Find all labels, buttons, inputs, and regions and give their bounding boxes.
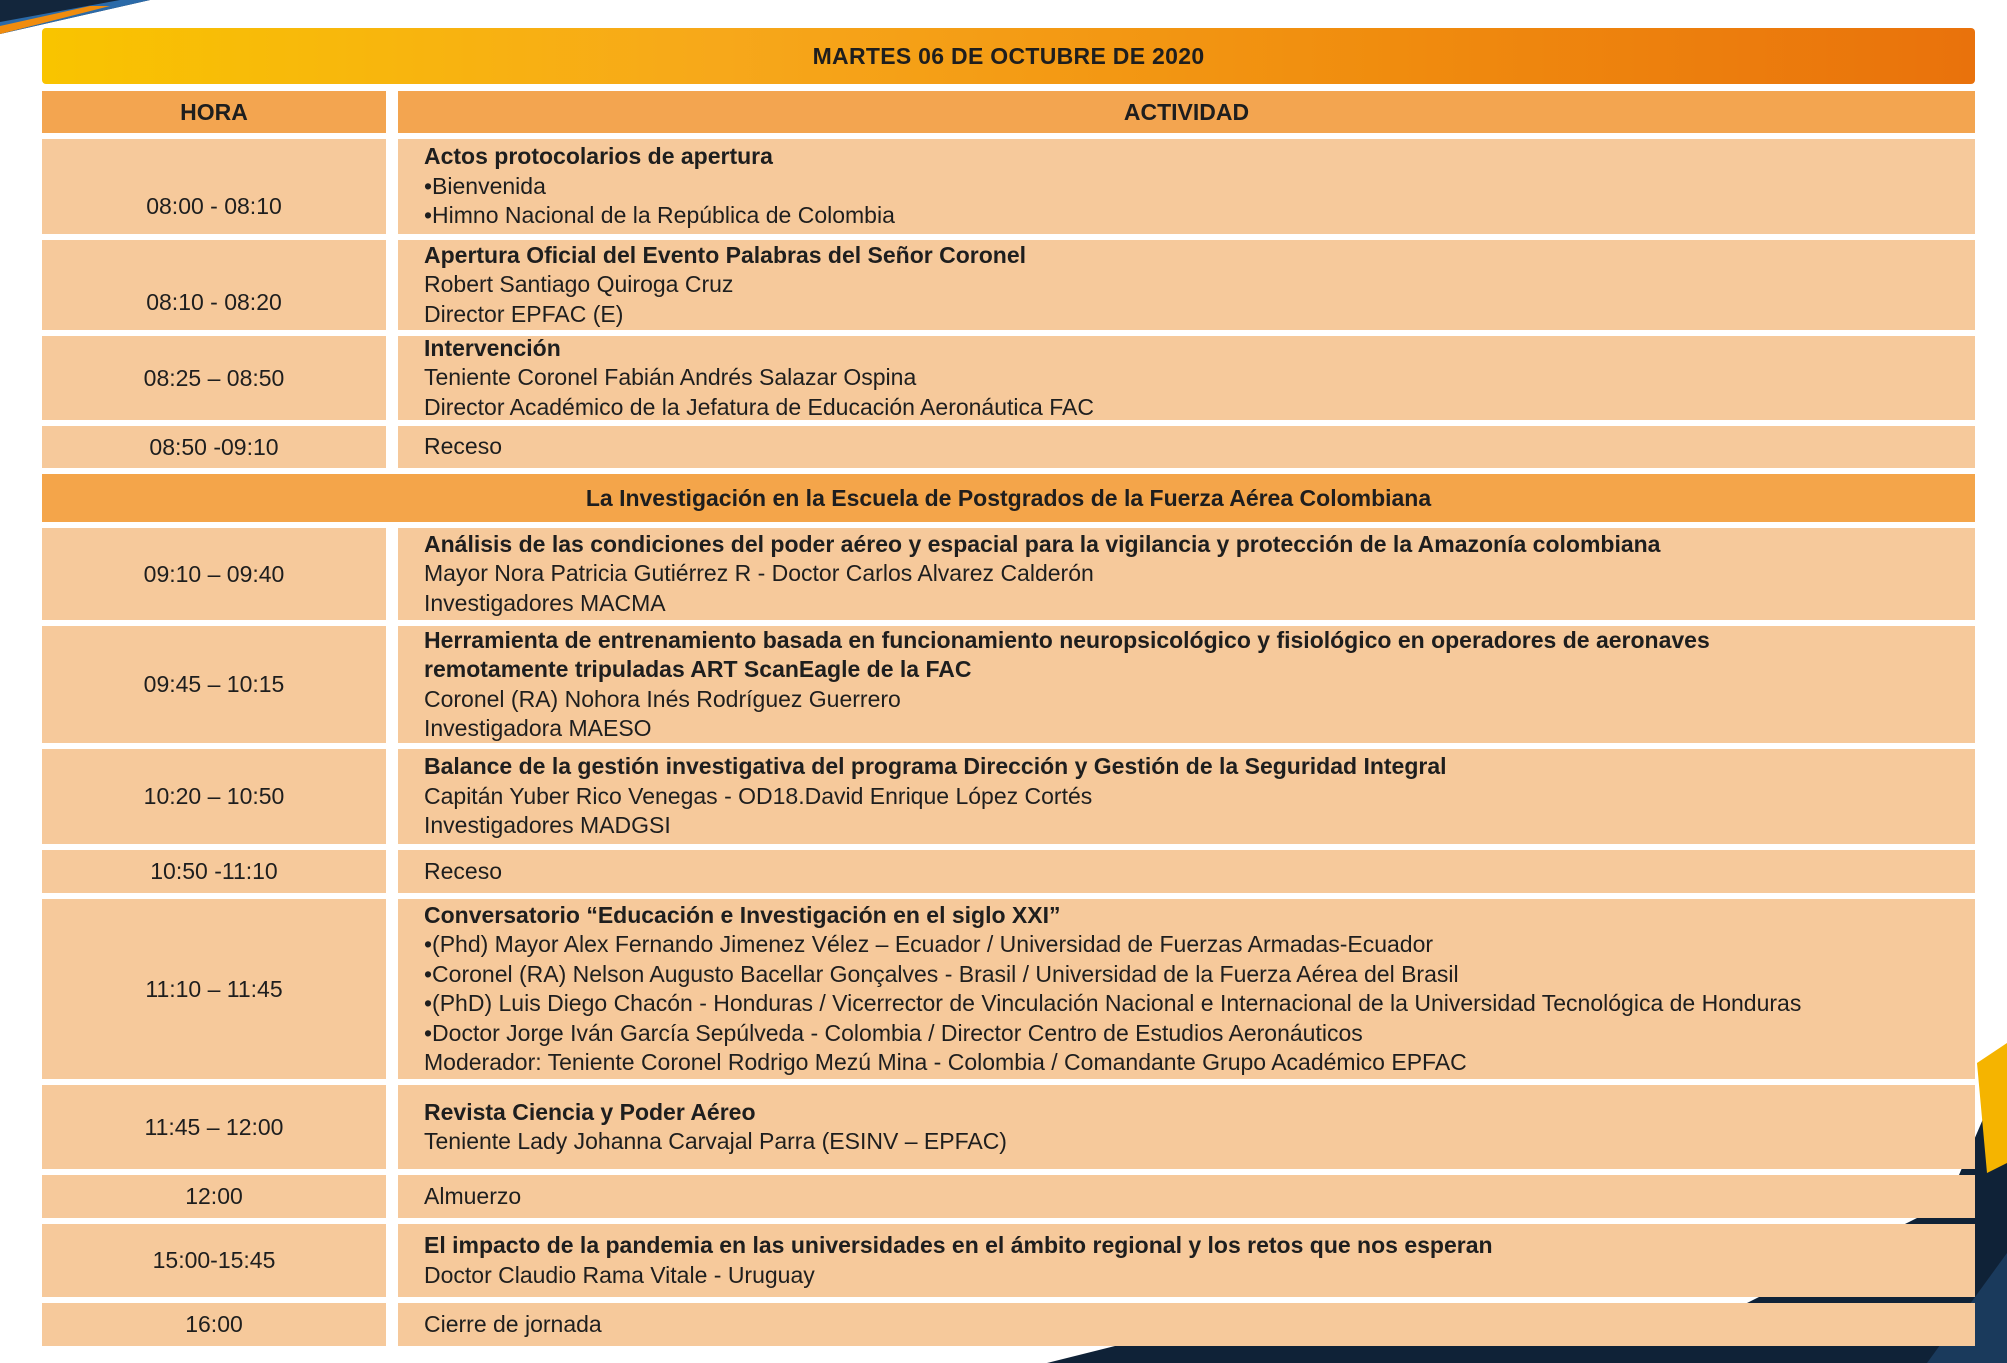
- time-cell: 11:45 – 12:00: [42, 1085, 386, 1169]
- time-cell: 08:00 - 08:10: [42, 139, 386, 234]
- table-row: [42, 528, 1975, 620]
- activity-title: Intervención: [424, 334, 561, 361]
- time-cell: 10:50 -11:10: [42, 850, 386, 893]
- table-row: [42, 749, 1975, 844]
- activity-cell: [398, 626, 1975, 743]
- activity-line: •(Phd) Mayor Alex Fernando Jimenez Vélez – Ecuador / Universidad de Fuerzas Armadas-Ecuador: [424, 931, 1434, 957]
- activity-line: •Himno Nacional de la República de Colombia: [424, 202, 895, 229]
- activity-title: Análisis de las condiciones del poder aéreo y espacial para la vigilancia y protección de la Amazonía colombiana: [424, 530, 1661, 557]
- activity-title-continued: remotamente tripuladas ART ScanEagle de la FAC: [424, 656, 972, 682]
- activity-cell: [398, 1224, 1975, 1297]
- activity-line: Almuerzo: [424, 1182, 522, 1209]
- activity-line: •Coronel (RA) Nelson Augusto Bacellar Gonçalves - Brasil / Universidad de la Fuerza Aérea del Brasil: [424, 960, 1459, 987]
- table-row: [42, 1224, 1975, 1297]
- time-cell: 12:00: [42, 1175, 386, 1218]
- schedule-table: [42, 28, 1975, 1346]
- activity-title: Balance de la gestión investigativa del programa Dirección y Gestión de la Seguridad Integral: [424, 753, 1447, 780]
- section-title: La Investigación en la Escuela de Postgrados de la Fuerza Aérea Colombiana: [42, 474, 1975, 522]
- activity-cell: [398, 528, 1975, 620]
- time-cell: 08:10 - 08:20: [42, 240, 386, 330]
- table-row: [42, 1175, 1975, 1218]
- date-title: MARTES 06 DE OCTUBRE DE 2020: [42, 28, 1975, 84]
- activity-line: Teniente Lady Johanna Carvajal Parra (ESINV – EPFAC): [424, 1128, 1007, 1154]
- table-row: [42, 240, 1975, 330]
- time-cell: 10:20 – 10:50: [42, 749, 386, 844]
- activity-line: Coronel (RA) Nohora Inés Rodríguez Guerrero: [424, 685, 901, 712]
- table-row: [42, 1303, 1975, 1346]
- time-cell: 08:25 – 08:50: [42, 336, 386, 420]
- activity-line: Teniente Coronel Fabián Andrés Salazar Ospina: [424, 364, 917, 391]
- time-cell: 09:10 – 09:40: [42, 528, 386, 620]
- activity-title: El impacto de la pandemia en las universidades en el ámbito regional y los retos que nos esperan: [424, 1232, 1493, 1258]
- activity-line: Moderador: Teniente Coronel Rodrigo Mezú Mina - Colombia / Comandante Grupo Académico EPFAC: [424, 1049, 1467, 1075]
- activity-line: Investigadora MAESO: [424, 715, 652, 741]
- table-row: [42, 139, 1975, 234]
- activity-cell: [398, 139, 1975, 234]
- activity-line: Cierre de jornada: [424, 1310, 602, 1337]
- activity-cell: [398, 240, 1975, 330]
- table-row: [42, 336, 1975, 420]
- activity-line: Doctor Claudio Rama Vitale - Uruguay: [424, 1261, 815, 1288]
- activity-cell: [398, 336, 1975, 420]
- activity-line: Receso: [424, 857, 502, 884]
- activity-line: Robert Santiago Quiroga Cruz: [424, 271, 734, 298]
- activity-title: Herramienta de entrenamiento basada en funcionamiento neuropsicológico y fisiológico en operadores de aeronaves: [424, 626, 1710, 653]
- table-row: [42, 426, 1975, 468]
- table-row: [42, 850, 1975, 893]
- header-row: [42, 91, 1975, 133]
- activity-title: Revista Ciencia y Poder Aéreo: [424, 1098, 756, 1125]
- time-cell: 11:10 – 11:45: [42, 899, 386, 1079]
- activity-line: Investigadores MACMA: [424, 589, 666, 616]
- time-cell: 16:00: [42, 1303, 386, 1346]
- activity-line: Mayor Nora Patricia Gutiérrez R - Doctor Carlos Alvarez Calderón: [424, 560, 1094, 587]
- header-time: HORA: [42, 91, 386, 133]
- activity-line: Director EPFAC (E): [424, 300, 624, 327]
- activity-title: Apertura Oficial del Evento Palabras del Señor Coronel: [424, 241, 1026, 268]
- activity-cell: [398, 1303, 1975, 1346]
- activity-line: Receso: [424, 433, 502, 460]
- activity-cell: [398, 850, 1975, 893]
- activity-line: Director Académico de la Jefatura de Educación Aeronáutica FAC: [424, 393, 1094, 420]
- activity-line: •(PhD) Luis Diego Chacón - Honduras / Vicerrector de Vinculación Nacional e Internacional de la Universidad Tecnológica de Honduras: [424, 990, 1802, 1016]
- activity-cell: [398, 1085, 1975, 1169]
- activity-line: •Bienvenida: [424, 172, 546, 199]
- activity-cell: [398, 899, 1975, 1079]
- activity-title: Conversatorio “Educación e Investigación en el siglo XXI”: [424, 901, 1061, 928]
- table-row: [42, 626, 1975, 743]
- activity-cell: [398, 749, 1975, 844]
- activity-title: Actos protocolarios de apertura: [424, 143, 773, 170]
- time-cell: 15:00-15:45: [42, 1224, 386, 1297]
- activity-cell: [398, 426, 1975, 468]
- activity-cell: [398, 1175, 1975, 1218]
- time-cell: 08:50 -09:10: [42, 426, 386, 468]
- header-activity: ACTIVIDAD: [398, 91, 1975, 133]
- table-row: [42, 899, 1975, 1079]
- activity-line: Capitán Yuber Rico Venegas - OD18.David Enrique López Cortés: [424, 782, 1093, 809]
- table-row: [42, 1085, 1975, 1169]
- activity-line: •Doctor Jorge Iván García Sepúlveda - Colombia / Director Centro de Estudios Aeronáuticos: [424, 1019, 1363, 1046]
- activity-line: Investigadores MADGSI: [424, 812, 671, 839]
- time-cell: 09:45 – 10:15: [42, 626, 386, 743]
